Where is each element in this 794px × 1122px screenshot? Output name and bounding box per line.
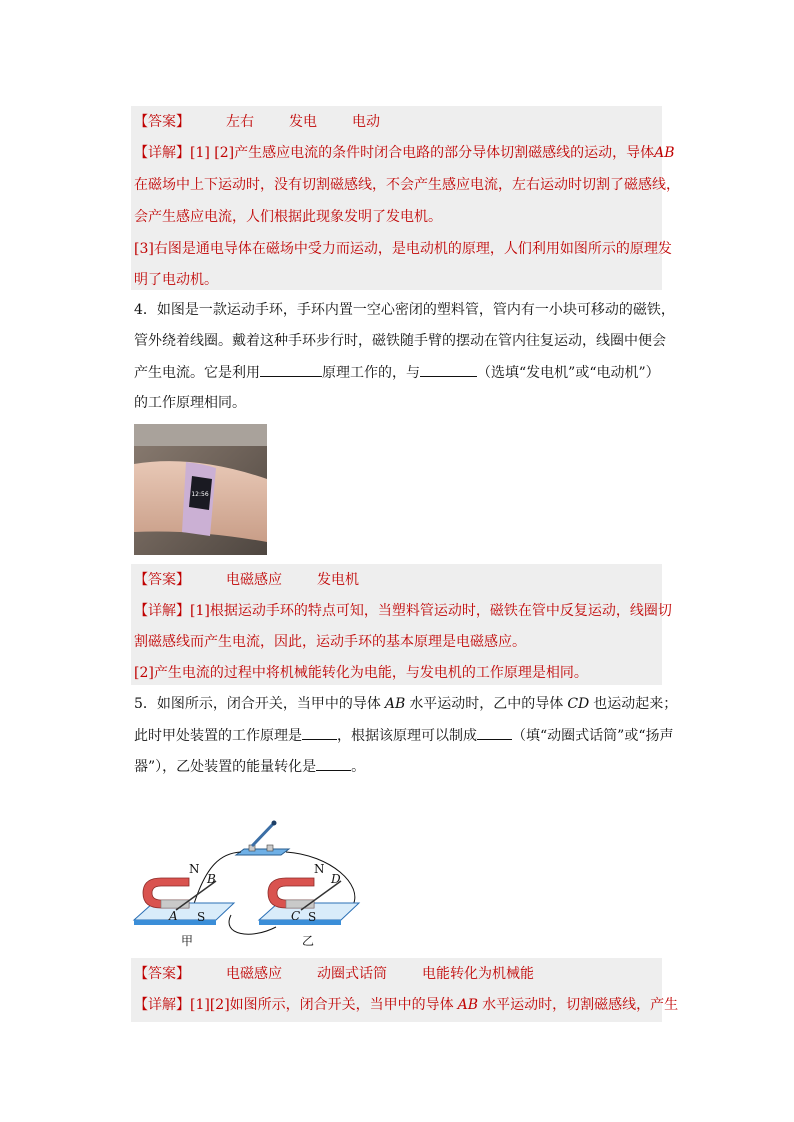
q4-question-line: 管外绕着线圈。戴着这种手环步行时，磁铁随手臂的摆动在管内往复运动，线圈中便会 bbox=[134, 333, 666, 349]
q4-answer-line bbox=[134, 570, 662, 590]
q5-text: （填“动圈式话筒”或“扬声 bbox=[512, 728, 674, 744]
q4-detail-line: [2]产生电流的过程中将机械能转化为电能，与发电机的工作原理是相同。 bbox=[134, 665, 588, 681]
fill-blank bbox=[477, 725, 512, 740]
conductor-label: AB bbox=[457, 997, 479, 1013]
q4-text: （选填“发电机”或“电动机”） bbox=[477, 365, 660, 381]
q5-text: ，根据该原理可以制成 bbox=[337, 728, 477, 744]
q4-question-line: 的工作原理相同。 bbox=[134, 395, 246, 411]
label-n1: N bbox=[189, 862, 200, 876]
q3-detail-line: 明了电动机。 bbox=[134, 272, 218, 288]
band-display-text: 12:56 bbox=[191, 491, 209, 498]
fill-blank bbox=[420, 362, 477, 377]
q3-detail-line bbox=[134, 143, 675, 163]
q5-question-line bbox=[134, 694, 678, 714]
answer-item: 电磁感应 bbox=[226, 572, 282, 588]
label-yi: 乙 bbox=[302, 934, 315, 948]
label-s1: S bbox=[197, 910, 206, 924]
label-b: B bbox=[207, 872, 216, 886]
q5-text: 此时甲处装置的工作原理是 bbox=[134, 728, 302, 744]
fill-blank bbox=[316, 756, 351, 771]
q4-detail-line bbox=[134, 601, 672, 621]
detail-text: [1] [2]产生感应电流的条件时闭合电路的部分导体切割磁感线的运动，导体 bbox=[190, 145, 655, 161]
q5-text: 器”），乙处装置的能量转化是 bbox=[134, 759, 317, 775]
circuit-diagram bbox=[131, 815, 363, 951]
detail-tag: 【详解】 bbox=[134, 997, 190, 1013]
induction-diagram bbox=[131, 815, 363, 951]
q4-text: 产生电流。它是利用 bbox=[134, 365, 260, 381]
q4-question-line bbox=[134, 362, 662, 383]
detail-tag: 【详解】 bbox=[134, 603, 190, 619]
q3-detail-line: 在磁场中上下运动时，没有切割磁感线，不会产生感应电流，左右运动时切割了磁感线， bbox=[134, 177, 680, 193]
fill-blank bbox=[260, 362, 322, 377]
q5-text: 。 bbox=[351, 759, 366, 775]
q4-question-line: 4．如图是一款运动手环，手环内置一空心密闭的塑料管，管内有一小块可移动的磁铁， bbox=[134, 302, 675, 318]
conductor-label: AB bbox=[384, 696, 406, 712]
label-a: A bbox=[169, 909, 178, 923]
conductor-label: CD bbox=[567, 696, 590, 712]
detail-text: 水平运动时，切割磁感线，产生 bbox=[482, 997, 679, 1013]
answer-tag: 【答案】 bbox=[134, 572, 190, 588]
q5-text: 水平运动时，乙中的导体 bbox=[409, 696, 564, 712]
q4-detail-line: 割磁感线而产生电流，因此，运动手环的基本原理是电磁感应。 bbox=[134, 634, 526, 650]
answer-item: 发电 bbox=[289, 114, 317, 130]
label-jia: 甲 bbox=[181, 934, 194, 948]
q3-answer-line bbox=[134, 112, 662, 132]
q5-question-line bbox=[134, 756, 662, 777]
q5-text: 也运动起来； bbox=[593, 696, 678, 712]
q3-detail-line: 会产生感应电流，人们根据此现象发明了发电机。 bbox=[134, 209, 442, 225]
label-d: D bbox=[331, 872, 341, 886]
label-c: C bbox=[291, 909, 301, 923]
detail-tag: 【详解】 bbox=[134, 145, 190, 161]
answer-tag: 【答案】 bbox=[134, 114, 190, 130]
conductor-label: AB bbox=[654, 145, 675, 161]
answer-item: 动圈式话筒 bbox=[317, 966, 387, 982]
q3-detail-line: [3]右图是通电导体在磁场中受力而运动，是电动机的原理，人们利用如图所示的原理发 bbox=[134, 241, 672, 257]
detail-text: [1][2]如图所示，闭合开关，当甲中的导体 bbox=[190, 997, 454, 1013]
answer-tag: 【答案】 bbox=[134, 966, 190, 982]
q5-answer-line bbox=[134, 964, 662, 984]
answer-item: 发电机 bbox=[317, 572, 359, 588]
detail-text: [1]根据运动手环的特点可知，当塑料管运动时，磁铁在管中反复运动，线圈切 bbox=[190, 603, 672, 619]
q5-text: 5．如图所示，闭合开关，当甲中的导体 bbox=[134, 696, 381, 712]
answer-item: 电能转化为机械能 bbox=[422, 966, 534, 982]
answer-item: 电动 bbox=[352, 114, 380, 130]
fill-blank bbox=[302, 725, 337, 740]
fitness-band-illustration bbox=[134, 424, 267, 555]
fitness-band-photo bbox=[134, 424, 267, 555]
label-n2: N bbox=[314, 862, 325, 876]
answer-item: 左右 bbox=[226, 114, 254, 130]
q5-detail-line bbox=[134, 995, 679, 1015]
label-s2: S bbox=[308, 910, 317, 924]
answer-item: 电磁感应 bbox=[226, 966, 282, 982]
q4-text: 原理工作的，与 bbox=[322, 365, 420, 381]
q5-question-line bbox=[134, 725, 674, 746]
